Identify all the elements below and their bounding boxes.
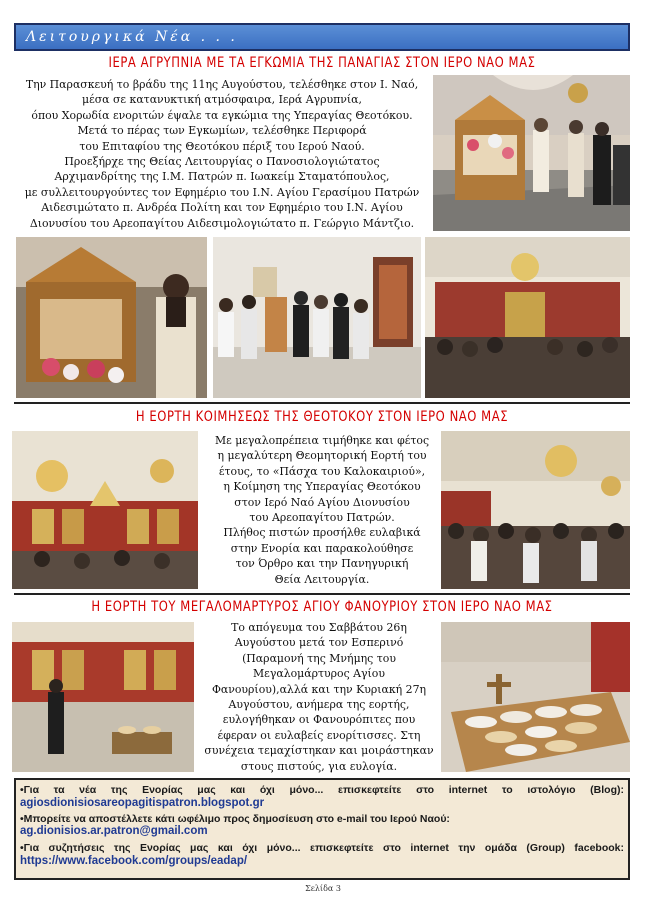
text-line: Προεξήρχε της Θείας Λειτουργίας ο Πανοσιολογιώτατος — [64, 155, 380, 169]
blog-link[interactable]: agiosdionisiosareopagitispatron.blogspot.gr — [20, 796, 265, 809]
text-line: Μεγαλομάρτυρος Αγίου — [253, 667, 385, 681]
text-line: Μετά το πέρας των Εγκωμίων, τελέσθηκε Περιφορά — [77, 124, 367, 138]
section2-text — [202, 433, 442, 587]
text-line: στην Ενορία και παρακολούθησε — [230, 541, 414, 555]
text-line: Αυγούστου, ανήμερα της εορτής, — [228, 698, 410, 712]
text-line: (Παραμονή της Μνήμης του — [242, 651, 396, 665]
email-link[interactable]: ag.dionisios.ar.patron@gmail.com — [20, 825, 208, 838]
text-line: του Επιταφίου της Θεοτόκου πέριξ του Ιερού Ναού. — [79, 139, 365, 153]
text-line: στον Ιερό Ναό Αγίου Διονυσίου — [234, 495, 410, 509]
text-line: Διονυσίου του Αρεοπαγίτου Αιδεσιμολογιώτατο π. Γεώργιο Μάντζιο. — [29, 216, 415, 230]
text-line: μέσα σε κατανυκτική ατμόσφαιρα, Ιερά Αγρυπνία, — [82, 93, 362, 107]
banner-title: Λειτουργικά Νέα . . . — [26, 29, 238, 45]
section1-text — [14, 77, 430, 231]
section3-heading: Η ΕΟΡΤΗ ΤΟΥ ΜΕΓΑΛΟΜΑΡΤΥΡΟΣ ΑΓΙΟΥ ΦΑΝΟΥΡΙΟΥ ΣΤΟΝ ΙΕΡΟ ΝΑΟ ΜΑΣ — [91, 599, 553, 615]
footer-blog-text: •Για τα νέα της Ενορίας μας και όχι μόνο... επισκεφτείτε στο internet το ιστολόγιο (Blog): — [20, 784, 624, 796]
footer-email-text: •Μπορείτε να αποστέλλετε κάτι ωφέλιμο προς δημοσίευση στο e-mail του Ιερού Ναού: — [20, 812, 450, 825]
section-divider — [14, 402, 630, 404]
text-line: με συλλειτουργούντες τον Εφημέριο του Ι.Ν. Αγίου Γερασίμου Πατρών — [24, 185, 420, 199]
text-line: συνέχεια τεμαχίστηκαν και μοιράστηκαν — [204, 744, 434, 758]
text-line: όπου Χορωδία ενοριτών έψαλε τα εγκώμια της Υπεραγίας Θεοτόκου. — [31, 108, 413, 122]
text-line: Πλήθος πιστών προσήλθε ευλαβικά — [223, 526, 421, 540]
footer-info-box — [14, 778, 630, 880]
section2-heading: Η ΕΟΡΤΗ ΚΟΙΜΗΣΕΩΣ ΤΗΣ ΘΕΟΤΟΚΟΥ ΣΤΟΝ ΙΕΡΟ ΝΑΟ ΜΑΣ — [135, 409, 509, 425]
text-line: Αιδεσιμώτατο π. Ανδρέα Πολίτη και τον Εφημέριο του Ι.Ν. Αγίου — [41, 201, 403, 215]
text-line: στους πιστούς, για ευλογία. — [240, 759, 398, 773]
facebook-link[interactable]: https://www.facebook.com/groups/eadap/ — [20, 854, 248, 867]
text-line: Αυγούστου μετά τον Εσπερινό — [234, 636, 404, 650]
text-line: του Αρεοπαγίτου Πατρών. — [249, 511, 395, 525]
photo-church-interior-night — [425, 237, 630, 398]
text-line: η μεγαλύτερη Θεομητορική Εορτή του — [217, 449, 427, 463]
text-line: έτους, το «Πάσχα του Καλοκαιριού», — [218, 464, 426, 478]
text-line: ευλογήθηκαν οι Φανουρόπιτες που — [222, 713, 416, 727]
text-line: έφεραν οι ευλαβείς ενορίτισσες. Στη — [217, 728, 421, 742]
photo-epitaph-priest — [16, 237, 207, 398]
page-number: Σελίδα 3 — [305, 884, 341, 893]
text-line: Την Παρασκευή το βράδυ της 11ης Αυγούστου, τελέσθηκε στον Ι. Ναό, — [25, 78, 419, 91]
text-line: Θεία Λειτουργία. — [274, 572, 370, 586]
photo-fanouropites-table — [441, 622, 630, 772]
text-line: η Κοίμηση της Υπεραγίας Θεοτόκου — [223, 480, 421, 494]
section-banner — [14, 23, 630, 51]
footer-facebook-text: •Για συζητήσεις της Ενορίας μας και όχι μόνο... επισκεφτείτε στο internet την ομάδα (Group) facebook: — [20, 842, 624, 855]
photo-epitaph-procession — [433, 75, 630, 231]
section3-text — [198, 620, 440, 774]
text-line: Αρχιμανδρίτης της Ι.Μ. Πατρών π. Ιωακείμ Σταματόπουλος, — [54, 170, 390, 184]
photo-choir-singing — [213, 237, 421, 398]
section-divider — [14, 593, 630, 595]
text-line: Φανουρίου),αλλά και την Κυριακή 27η — [211, 682, 427, 696]
photo-iconostasis-dormition — [12, 431, 198, 589]
text-line: τον Όρθρο και την Πανηγυρική — [235, 557, 409, 571]
photo-fanouropites-blessing — [12, 622, 194, 772]
photo-congregation-dormition — [441, 431, 630, 589]
text-line: Το απόγευμα του Σαββάτου 26η — [231, 621, 407, 634]
text-line: Με μεγαλοπρέπεια τιμήθηκε και φέτος — [214, 434, 430, 447]
section1-heading: ΙΕΡΑ ΑΓΡΥΠΝΙΑ ΜΕ ΤΑ ΕΓΚΩΜΙΑ ΤΗΣ ΠΑΝΑΓΙΑΣ ΣΤΟΝ ΙΕΡΟ ΝΑΟ ΜΑΣ — [108, 55, 536, 71]
